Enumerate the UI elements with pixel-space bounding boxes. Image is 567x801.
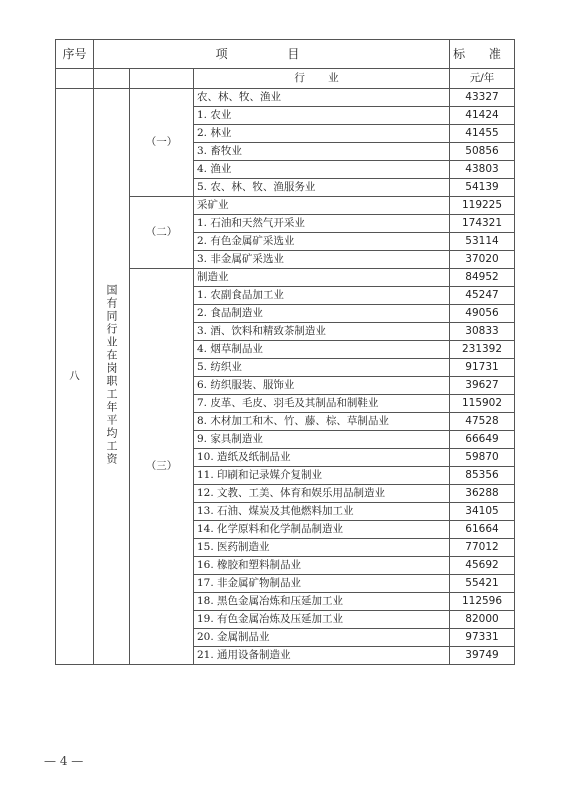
industry-name: 13. 石油、煤炭及其他燃料加工业 xyxy=(194,503,450,521)
wage-value: 59870 xyxy=(450,449,515,467)
header-standard-label: 标 准 xyxy=(453,47,511,61)
header-seq: 序号 xyxy=(56,40,94,69)
wage-value: 45692 xyxy=(450,557,515,575)
industry-name: 21. 通用设备制造业 xyxy=(194,647,450,665)
table-body xyxy=(56,40,515,665)
wage-value: 174321 xyxy=(450,215,515,233)
industry-name: 1. 农业 xyxy=(194,107,450,125)
wage-value: 43327 xyxy=(450,89,515,107)
wage-value: 50856 xyxy=(450,143,515,161)
industry-name: 14. 化学原料和化学制品制造业 xyxy=(194,521,450,539)
industry-name: 10. 造纸及纸制品业 xyxy=(194,449,450,467)
industry-name: 7. 皮革、毛皮、羽毛及其制品和制鞋业 xyxy=(194,395,450,413)
section-seq: 八 xyxy=(56,89,94,665)
wage-value: 231392 xyxy=(450,341,515,359)
industry-name: 3. 非金属矿采选业 xyxy=(194,251,450,269)
wage-value: 49056 xyxy=(450,305,515,323)
subheader-empty-seq xyxy=(56,69,94,89)
industry-name: 农、林、牧、渔业 xyxy=(194,89,450,107)
wage-value: 115902 xyxy=(450,395,515,413)
wage-standard-table xyxy=(55,39,515,665)
section-title-cell xyxy=(94,89,130,665)
subheader-unit: 元/年 xyxy=(450,69,515,89)
wage-value: 85356 xyxy=(450,467,515,485)
industry-name: 5. 农、林、牧、渔服务业 xyxy=(194,179,450,197)
industry-name: 12. 文教、工美、体育和娱乐用品制造业 xyxy=(194,485,450,503)
wage-value: 119225 xyxy=(450,197,515,215)
wage-value: 39627 xyxy=(450,377,515,395)
industry-name: 2. 食品制造业 xyxy=(194,305,450,323)
subheader-empty-title xyxy=(94,69,130,89)
industry-name: 6. 纺织服装、服饰业 xyxy=(194,377,450,395)
wage-value: 91731 xyxy=(450,359,515,377)
wage-value: 47528 xyxy=(450,413,515,431)
industry-name: 3. 畜牧业 xyxy=(194,143,450,161)
table-row xyxy=(56,89,515,107)
industry-name: 11. 印刷和记录媒介复制业 xyxy=(194,467,450,485)
industry-name: 1. 石油和天然气开采业 xyxy=(194,215,450,233)
industry-name: 1. 农副食品加工业 xyxy=(194,287,450,305)
industry-name: 20. 金属制品业 xyxy=(194,629,450,647)
wage-value: 112596 xyxy=(450,593,515,611)
wage-value: 66649 xyxy=(450,431,515,449)
wage-value: 77012 xyxy=(450,539,515,557)
wage-value: 84952 xyxy=(450,269,515,287)
wage-value: 43803 xyxy=(450,161,515,179)
subheader-empty-group xyxy=(130,69,194,89)
header-item xyxy=(94,40,450,69)
wage-value: 41424 xyxy=(450,107,515,125)
wage-value: 39749 xyxy=(450,647,515,665)
industry-name: 制造业 xyxy=(194,269,450,287)
wage-value: 97331 xyxy=(450,629,515,647)
header-standard xyxy=(450,40,515,69)
table-header-row xyxy=(56,40,515,69)
industry-name: 2. 林业 xyxy=(194,125,450,143)
wage-value: 37020 xyxy=(450,251,515,269)
industry-name: 15. 医药制造业 xyxy=(194,539,450,557)
industry-name: 4. 烟草制品业 xyxy=(194,341,450,359)
industry-name: 采矿业 xyxy=(194,197,450,215)
section-title: 国有同行业在岗职工年平均工资 xyxy=(105,284,118,467)
page-number: — 4 — xyxy=(44,754,84,768)
industry-name: 17. 非金属矿物制品业 xyxy=(194,575,450,593)
table-subheader-row xyxy=(56,69,515,89)
wage-value: 36288 xyxy=(450,485,515,503)
group-label: （三） xyxy=(130,269,194,665)
header-item-label: 项 目 xyxy=(215,47,328,61)
wage-value: 82000 xyxy=(450,611,515,629)
wage-value: 41455 xyxy=(450,125,515,143)
subheader-industry-label: 行 业 xyxy=(294,72,349,85)
industry-name: 9. 家具制造业 xyxy=(194,431,450,449)
industry-name: 8. 木材加工和木、竹、藤、棕、草制品业 xyxy=(194,413,450,431)
industry-name: 5. 纺织业 xyxy=(194,359,450,377)
wage-value: 53114 xyxy=(450,233,515,251)
wage-value: 34105 xyxy=(450,503,515,521)
wage-value: 30833 xyxy=(450,323,515,341)
group-label: （二） xyxy=(130,197,194,269)
wage-value: 45247 xyxy=(450,287,515,305)
industry-name: 3. 酒、饮料和精致茶制造业 xyxy=(194,323,450,341)
industry-name: 19. 有色金属冶炼及压延加工业 xyxy=(194,611,450,629)
wage-value: 55421 xyxy=(450,575,515,593)
subheader-industry xyxy=(194,69,450,89)
group-label: （一） xyxy=(130,89,194,197)
wage-value: 61664 xyxy=(450,521,515,539)
industry-name: 2. 有色金属矿采选业 xyxy=(194,233,450,251)
industry-name: 4. 渔业 xyxy=(194,161,450,179)
wage-value: 54139 xyxy=(450,179,515,197)
industry-name: 16. 橡胶和塑料制品业 xyxy=(194,557,450,575)
industry-name: 18. 黑色金属冶炼和压延加工业 xyxy=(194,593,450,611)
